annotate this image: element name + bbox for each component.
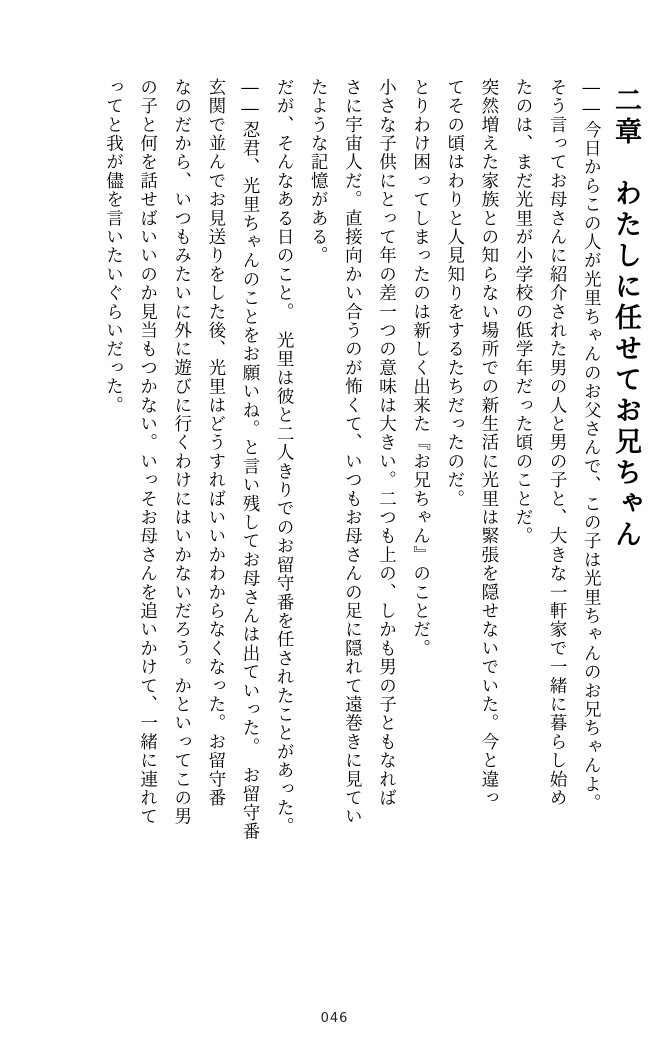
paragraph: そう言ってお母さんに紹介された男の人と男の子と、大きな一軒家で一緒に暮らし始め — [547, 78, 568, 808]
text-column — [404, 60, 438, 960]
paragraph: ってと我が儘を言いたいぐらいだった。 — [103, 78, 124, 415]
text-column — [131, 60, 165, 960]
paragraph: 玄関で並んでお見送りをした後、光里はどうすればいいかわからなくなった。お留守番 — [205, 78, 226, 808]
text-column — [165, 60, 199, 960]
paragraph: ――今日からこの人が光里ちゃんのお父さんで、この子は光里ちゃんのお兄ちゃんよ。 — [581, 78, 602, 813]
text-column — [267, 60, 301, 960]
text-column — [199, 60, 233, 960]
text-column — [233, 60, 267, 960]
text-column — [96, 60, 130, 960]
paragraph: 突然増えた家族との知らない場所での新生活に光里は緊張を隠せないでいた。今と違っ — [478, 78, 499, 808]
paragraph: てその頃はわりと人見知りをするたちだったのだ。 — [444, 78, 465, 509]
paragraph: 小さな子供にとって年の差一つの意味は大きい。二つも上の、しかも男の子ともなれば — [376, 78, 397, 808]
paragraph: とりわけ困ってしまったのは新しく出来た『お兄ちゃん』のことだ。 — [410, 78, 431, 658]
paragraph: ――忍君、光里ちゃんのことをお願いね。と言い残してお母さんは出ていった。 お留守番 — [240, 78, 260, 841]
page-number: 046 — [320, 1011, 349, 1026]
vertical-text-body — [30, 60, 642, 980]
text-column — [335, 60, 369, 960]
paragraph: だが、そんなある日のこと。 光里は彼と二人きりでのお留守番を任されたことがあった。 — [274, 78, 295, 836]
paragraph: たような記憶がある。 — [308, 78, 329, 265]
paragraph: なのだから、いつもみたいに外に遊びに行くわけにはいかないだろう。かといってこの男 — [171, 78, 192, 826]
text-column — [301, 60, 335, 960]
chapter-title: 二章 わたしに任せてお兄ちゃん — [610, 86, 641, 551]
paragraph: の子と何を話せばいいのか見当もつかない。いっそお母さんを追いかけて、一緒に連れて — [137, 78, 158, 826]
text-column — [438, 60, 472, 960]
text-column — [574, 60, 608, 960]
paragraph: たのは、まだ光里が小学校の低学年だった頃のことだ。 — [513, 78, 533, 546]
paragraph: さに宇宙人だ。直接向かい合うのが怖くて、いつもお母さんの足に隠れて遠巻きに見てい — [342, 78, 363, 826]
text-column — [472, 60, 506, 960]
text-column — [369, 60, 403, 960]
text-column — [506, 60, 540, 960]
text-column — [540, 60, 574, 960]
